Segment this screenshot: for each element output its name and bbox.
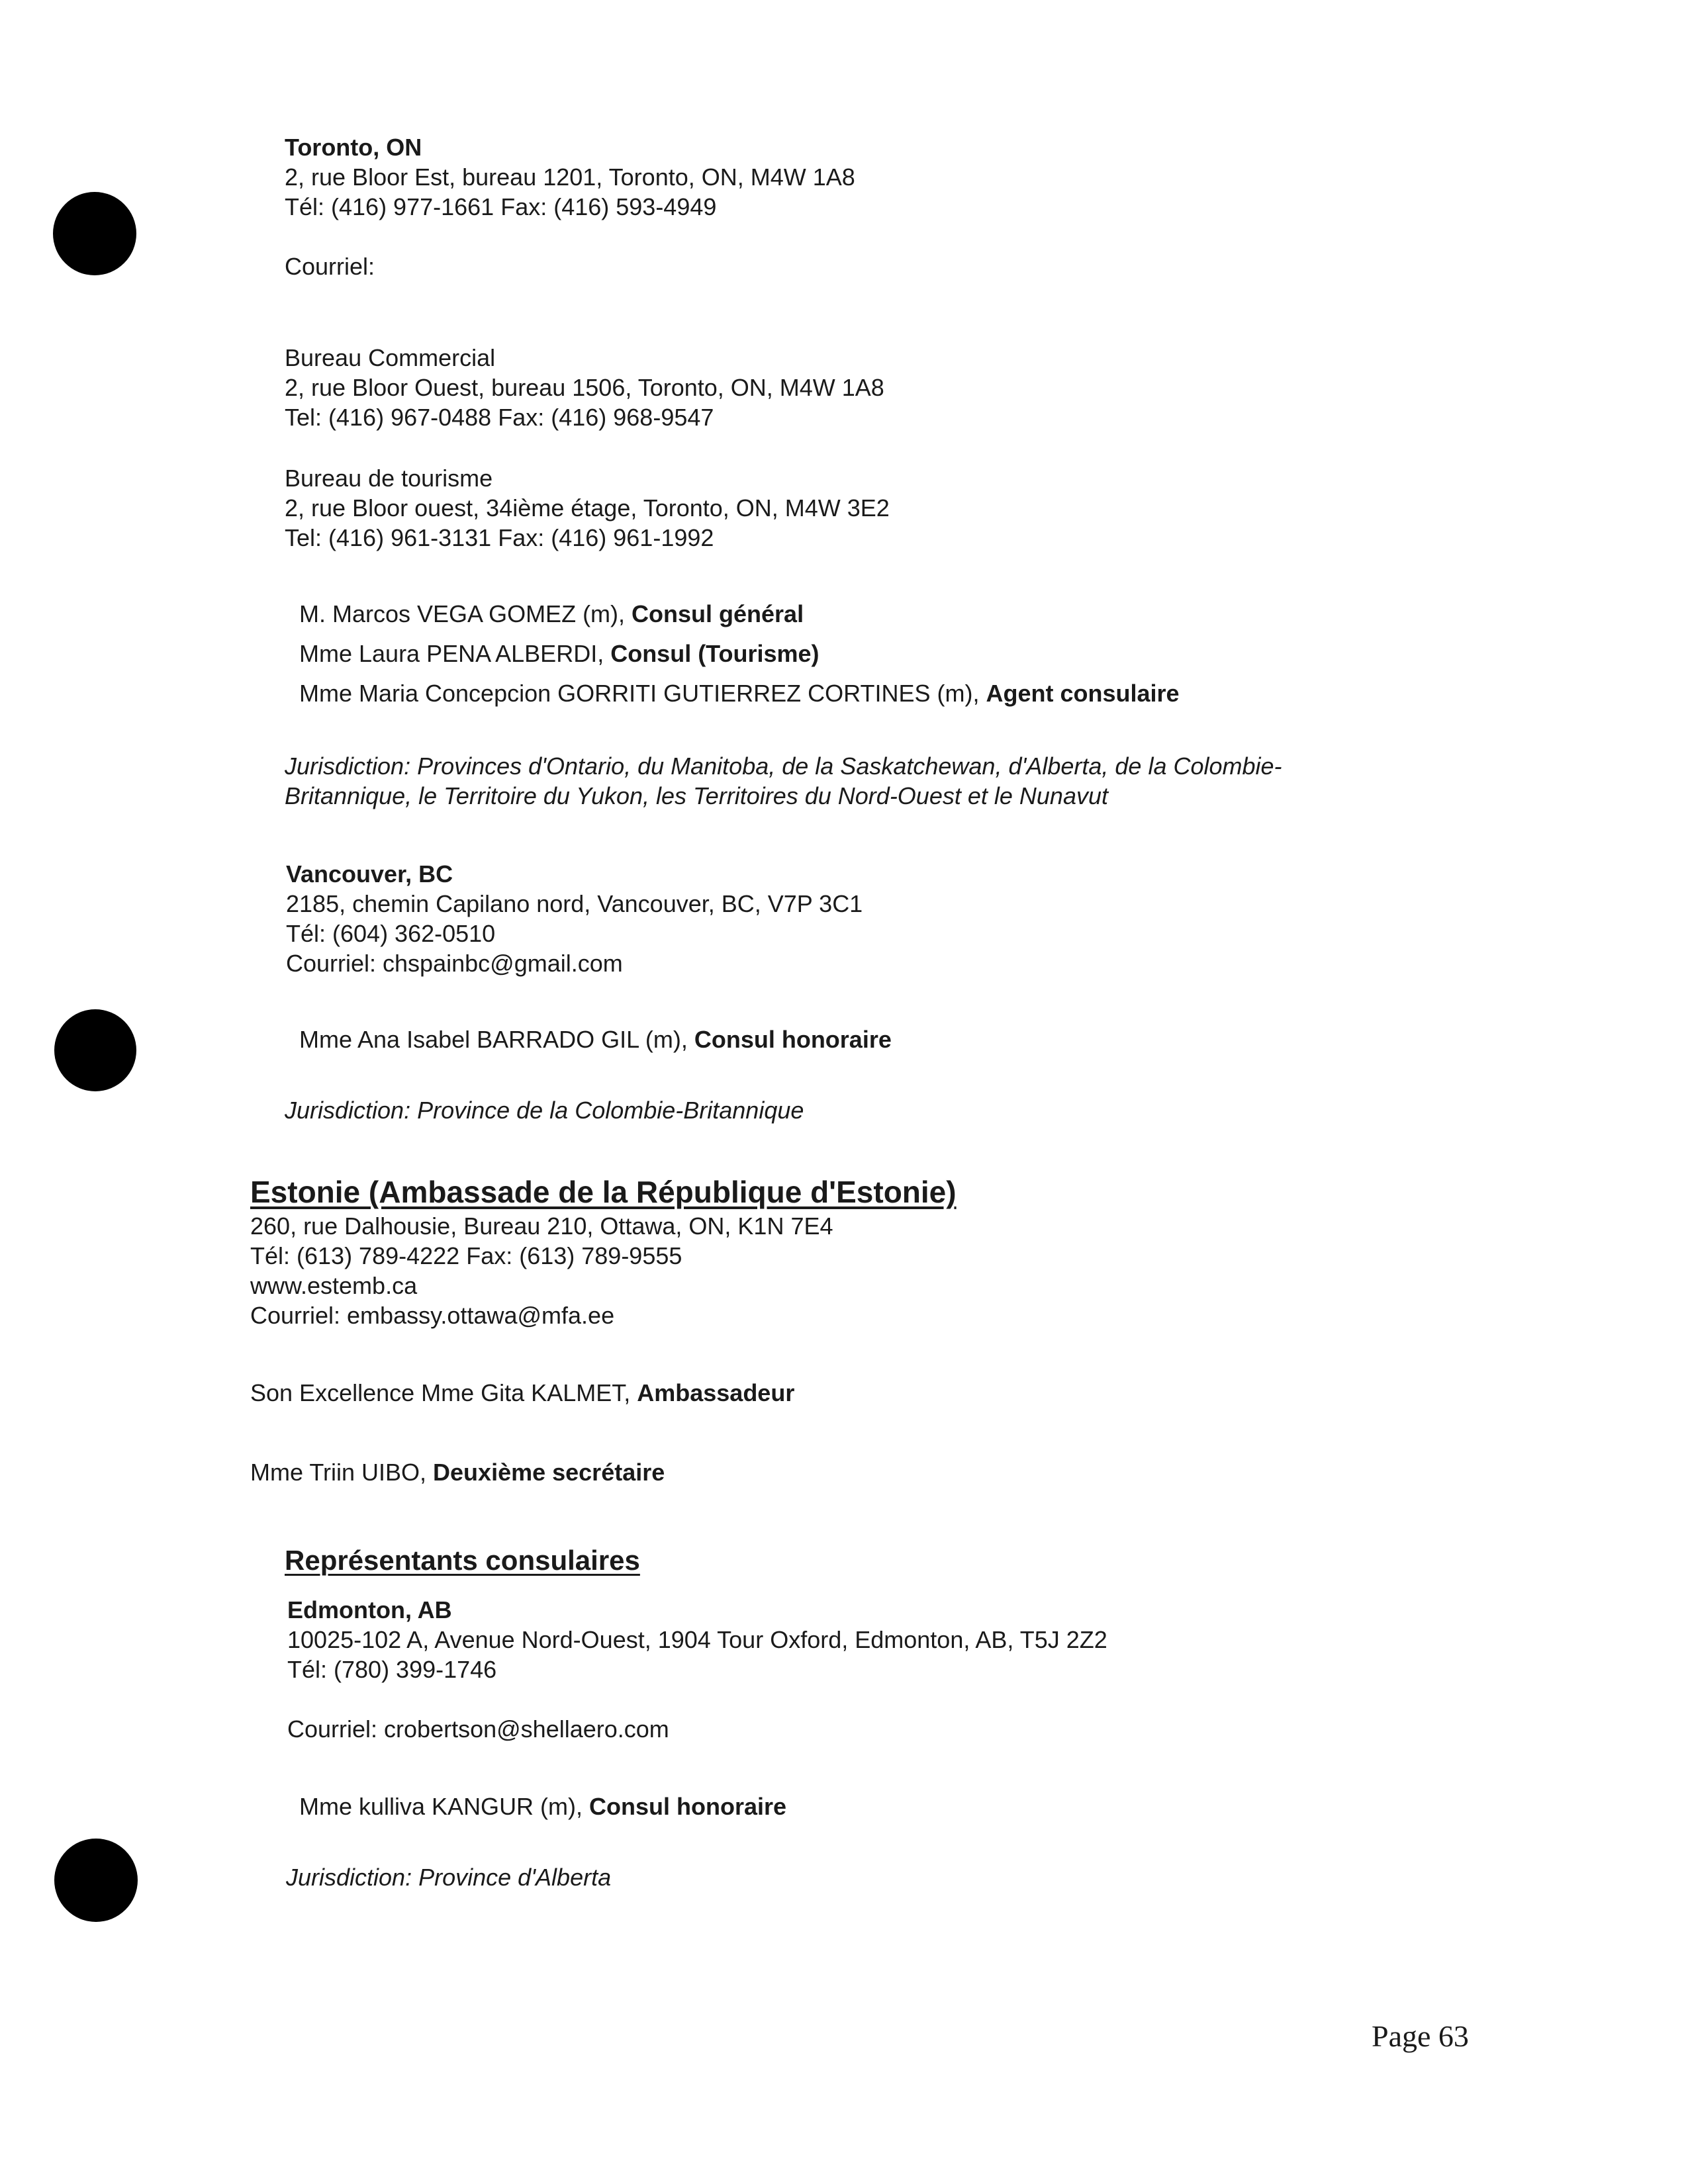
estonia-phone: Tél: (613) 789-4222 Fax: (613) 789-9555 (250, 1242, 682, 1269)
staff-entry (299, 599, 1180, 629)
tourism-phone: Tel: (416) 961-3131 Fax: (416) 961-1992 (285, 524, 714, 551)
page-number: Page 63 (1372, 2019, 1469, 2053)
vancouver-section (286, 859, 863, 978)
staff-name: Mme Triin UIBO, (250, 1459, 434, 1486)
edmonton-section (287, 1595, 1107, 1744)
staff-title: Consul général (632, 600, 804, 627)
edmonton-city: Edmonton, AB (287, 1596, 452, 1623)
commercial-phone: Tel: (416) 967-0488 Fax: (416) 968-9547 (285, 404, 714, 431)
toronto-email: Courriel: (285, 253, 375, 280)
staff-entry (299, 639, 1180, 668)
edmonton-phone: Tél: (780) 399-1746 (287, 1656, 497, 1683)
toronto-section (285, 132, 855, 281)
toronto-address: 2, rue Bloor Est, bureau 1201, Toronto, ON, M4W 1A8 (285, 163, 855, 191)
vancouver-staff-entry (299, 1024, 892, 1054)
staff-name: Mme Laura PENA ALBERDI, (299, 640, 611, 667)
staff-name: Son Excellence Mme Gita KALMET, (250, 1379, 637, 1406)
estonia-ambassador (250, 1378, 794, 1408)
edmonton-address: 10025-102 A, Avenue Nord-Ouest, 1904 Tour Oxford, Edmonton, AB, T5J 2Z2 (287, 1626, 1107, 1653)
estonia-embassy-details (250, 1211, 833, 1330)
jurisdiction-line: Britannique, le Territoire du Yukon, les Territoires du Nord-Ouest et le Nunavut (285, 782, 1108, 809)
edmonton-staff-entry (299, 1792, 786, 1821)
toronto-city: Toronto, ON (285, 134, 422, 161)
vancouver-phone: Tél: (604) 362-0510 (286, 920, 496, 947)
staff-title: Ambassadeur (637, 1379, 795, 1406)
estonia-website: www.estemb.ca (250, 1272, 418, 1299)
staff-name: Mme Maria Concepcion GORRITI GUTIERREZ CORTINES (m), (299, 680, 986, 707)
estonia-secretary (250, 1457, 665, 1487)
toronto-jurisdiction (285, 751, 1282, 811)
staff-title: Consul honoraire (589, 1793, 787, 1820)
vancouver-address: 2185, chemin Capilano nord, Vancouver, BC, V7P 3C1 (286, 890, 863, 917)
staff-title: Consul (Tourisme) (610, 640, 820, 667)
jurisdiction-line: Jurisdiction: Provinces d'Ontario, du Manitoba, de la Saskatchewan, d'Alberta, de la Colombie- (285, 752, 1282, 780)
vancouver-jurisdiction: Jurisdiction: Province de la Colombie-Britannique (285, 1097, 804, 1124)
edmonton-email: Courriel: crobertson@shellaero.com (287, 1715, 669, 1743)
toronto-tourism-office (285, 463, 890, 553)
estonia-address: 260, rue Dalhousie, Bureau 210, Ottawa, ON, K1N 7E4 (250, 1212, 833, 1240)
estonia-email: Courriel: embassy.ottawa@mfa.ee (250, 1302, 615, 1329)
toronto-staff (299, 599, 1180, 708)
staff-title: Consul honoraire (694, 1026, 892, 1053)
vancouver-email: Courriel: chspainbc@gmail.com (286, 950, 623, 977)
estonia-heading: Estonie (Ambassade de la République d'Estonie) (250, 1175, 957, 1209)
staff-name: M. Marcos VEGA GOMEZ (m), (299, 600, 632, 627)
toronto-commercial-office (285, 343, 884, 432)
staff-entry (299, 678, 1180, 708)
commercial-label: Bureau Commercial (285, 344, 496, 371)
punch-hole-bottom (54, 1839, 138, 1922)
staff-name: Mme Ana Isabel BARRADO GIL (m), (299, 1026, 694, 1053)
punch-hole-middle (54, 1009, 136, 1091)
staff-name: Mme kulliva KANGUR (m), (299, 1793, 590, 1820)
punch-hole-top (53, 192, 136, 275)
tourism-address: 2, rue Bloor ouest, 34ième étage, Toronto, ON, M4W 3E2 (285, 494, 890, 522)
consular-heading: Représentants consulaires (285, 1545, 640, 1576)
edmonton-jurisdiction: Jurisdiction: Province d'Alberta (286, 1864, 612, 1891)
staff-title: Deuxième secrétaire (433, 1459, 665, 1486)
tourism-label: Bureau de tourisme (285, 465, 493, 492)
toronto-phone: Tél: (416) 977-1661 Fax: (416) 593-4949 (285, 193, 717, 220)
staff-title: Agent consulaire (986, 680, 1180, 707)
commercial-address: 2, rue Bloor Ouest, bureau 1506, Toronto, ON, M4W 1A8 (285, 374, 884, 401)
vancouver-city: Vancouver, BC (286, 860, 453, 887)
